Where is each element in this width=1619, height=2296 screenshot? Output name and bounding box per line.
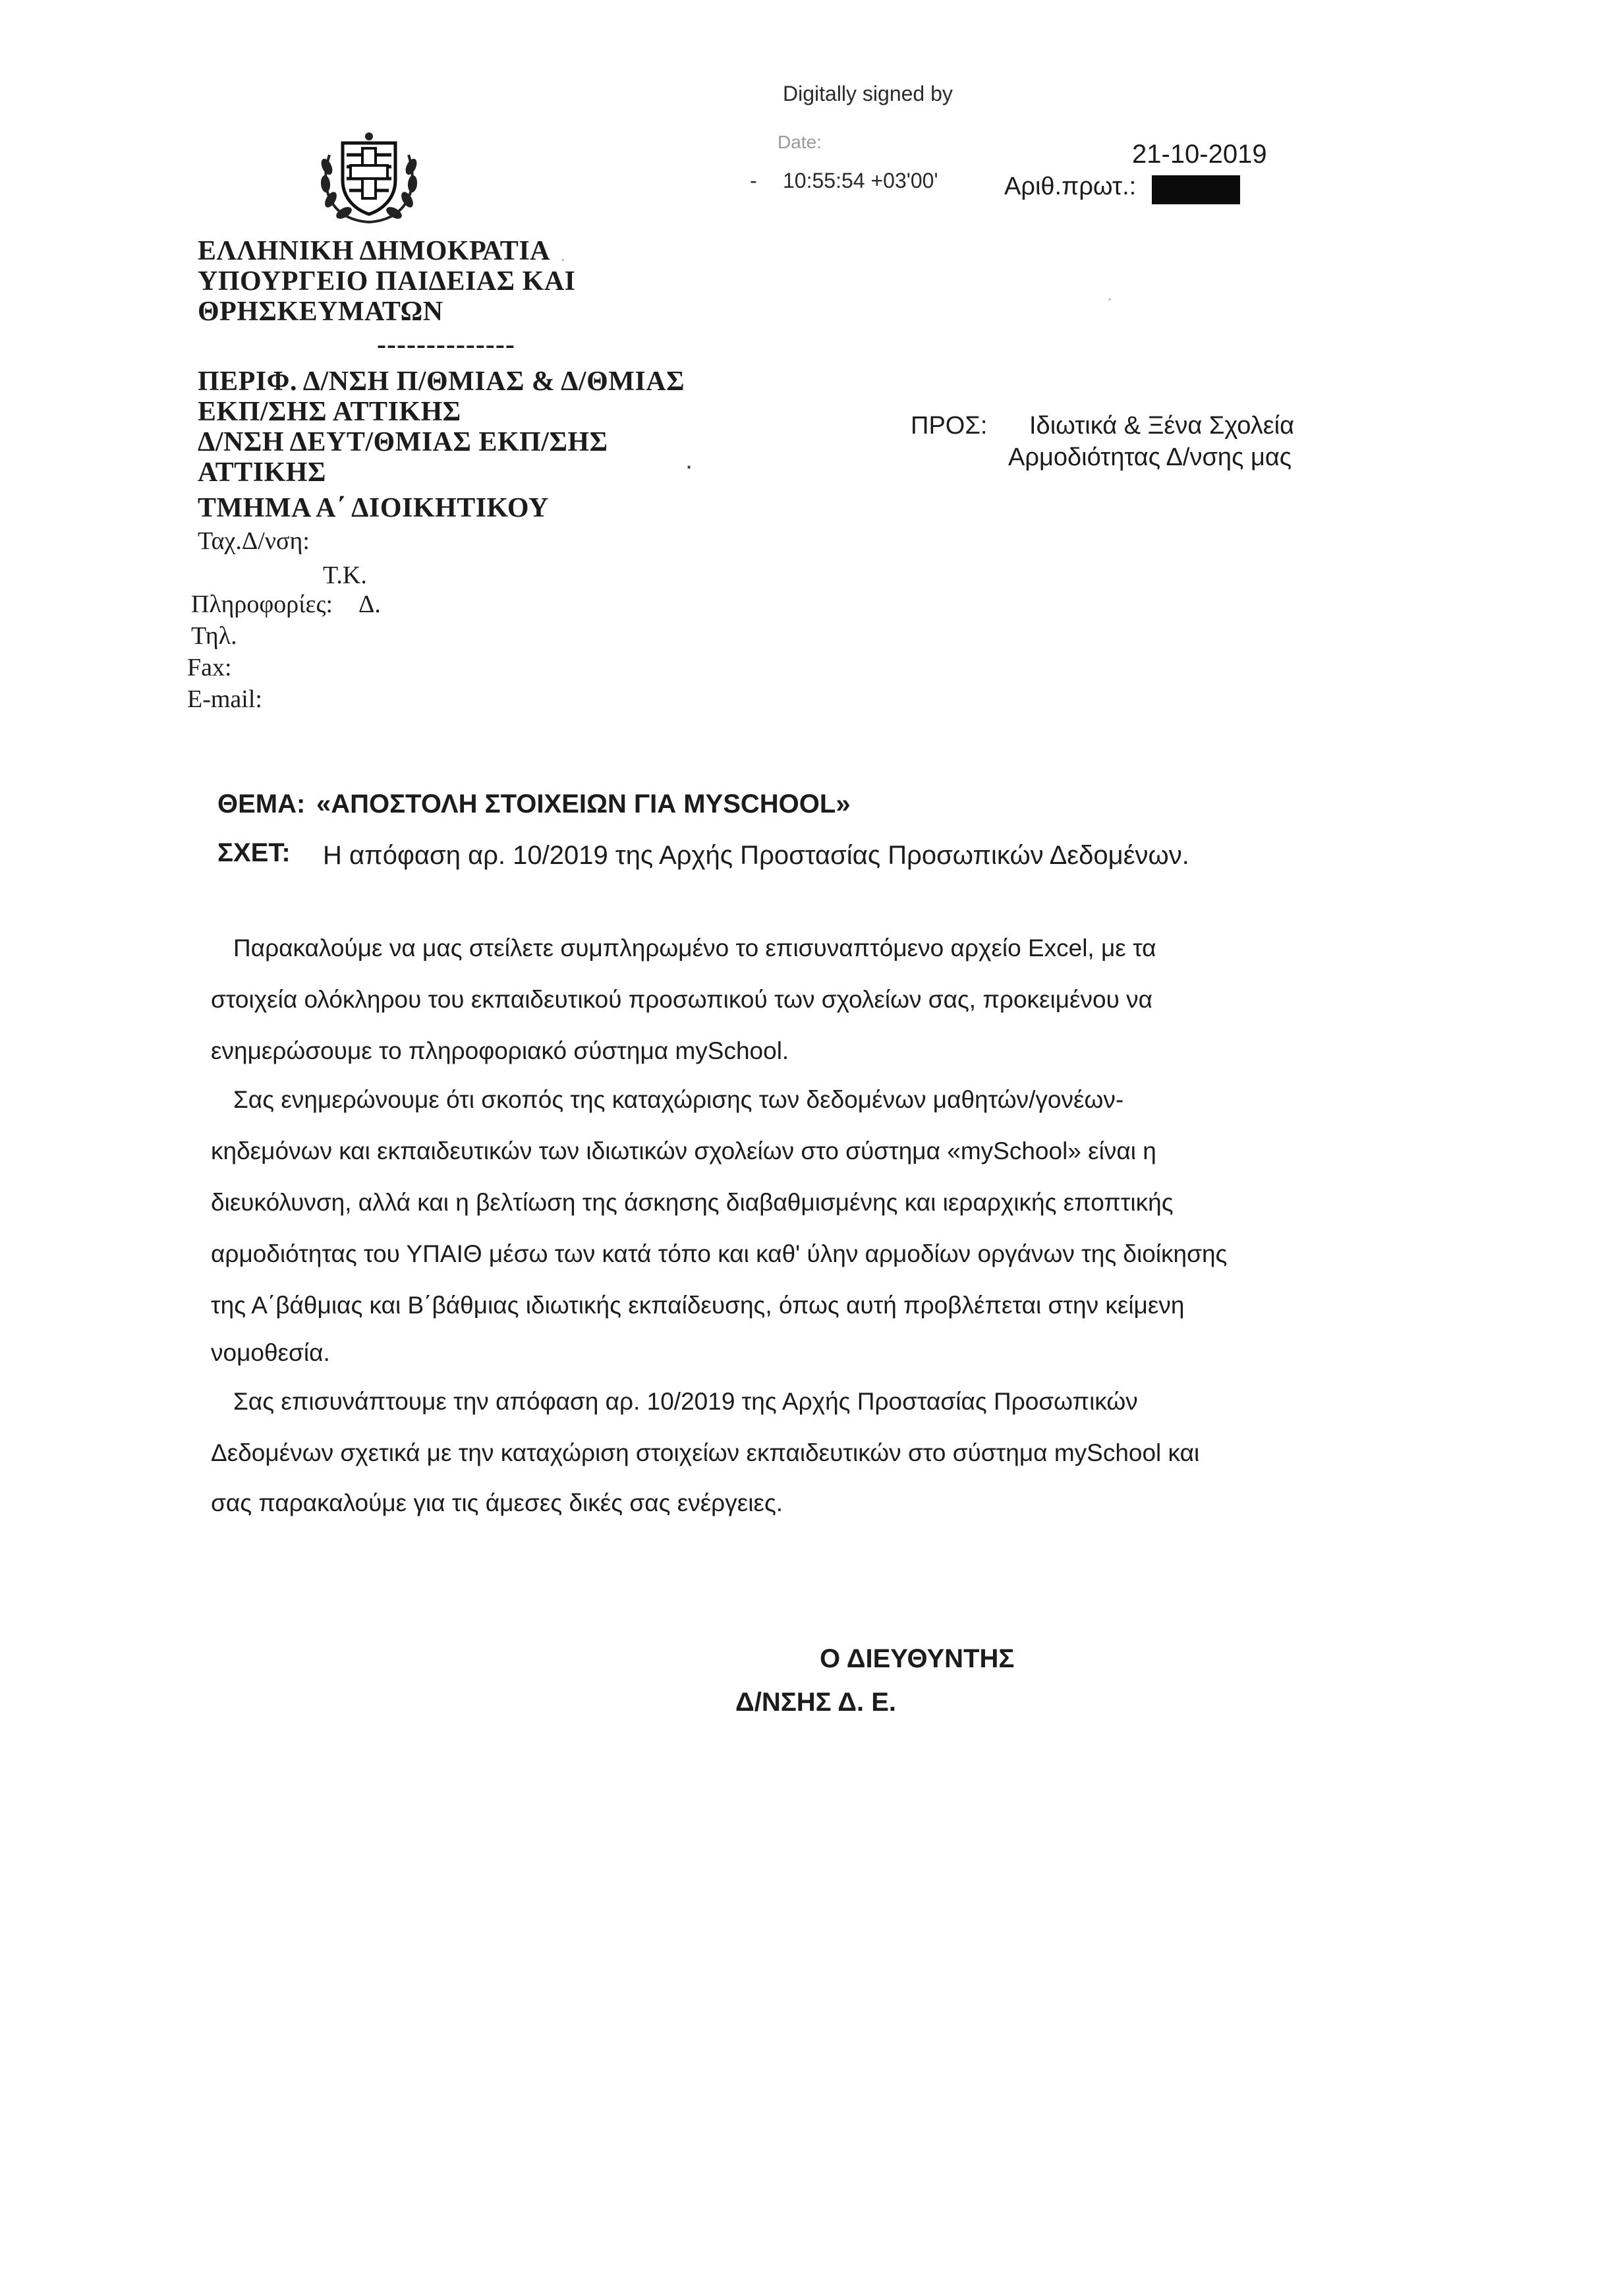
- info-label: Πληροφορίες:: [191, 590, 333, 618]
- signature-time: 10:55:54 +03'00': [783, 169, 938, 192]
- scan-speck: .: [1107, 283, 1113, 305]
- reference-label: ΣΧΕΤ:: [217, 838, 291, 867]
- body-p1-line1: Παρακαλούμε να μας στείλετε συμπληρωμένο το επισυναπτόμενο αρχείο Excel, με τα: [233, 934, 1156, 961]
- body-p3-line3: σας παρακαλούμε για τις άμεσες δικές σας ενέργειες.: [211, 1489, 783, 1516]
- protocol-number-redaction: [1152, 175, 1240, 204]
- body-p2-line1: Σας ενημερώνουμε ότι σκοπός της καταχώρισης των δεδομένων μαθητών/γονέων-: [233, 1086, 1124, 1113]
- header-ministry-line2: ΘΡΗΣΚΕΥΜΑΤΩΝ: [198, 297, 443, 327]
- header-regional-line1: ΠΕΡΙΦ. Δ/ΝΣΗ Π/ΘΜΙΑΣ & Δ/ΘΜΙΑΣ: [198, 366, 685, 397]
- body-p3-line1: Σας επισυνάπτουμε την απόφαση αρ. 10/2019 της Αρχής Προστασίας Προσωπικών: [233, 1388, 1138, 1415]
- info-value: Δ.: [358, 590, 381, 618]
- subject-label: ΘΕΜΑ:: [217, 789, 306, 818]
- scan-speck: .: [560, 244, 566, 266]
- signature-dash: -: [750, 169, 757, 192]
- email-label: E-mail:: [187, 685, 262, 713]
- body-p2-line2: κηδεμόνων και εκπαιδευτικών των ιδιωτικών σχολείων στο σύστημα «mySchool» είναι η: [211, 1137, 1156, 1164]
- recipient-label: ΠΡΟΣ:: [911, 412, 988, 440]
- signoff-office: Δ/ΝΣΗΣ Δ. Ε.: [735, 1688, 897, 1717]
- document-date: 21-10-2019: [1132, 140, 1267, 169]
- subject-text: «ΑΠΟΣΤΟΛΗ ΣΤΟΙΧΕΙΩΝ ΓΙΑ MYSCHOOL»: [316, 789, 851, 818]
- header-republic: ΕΛΛΗΝΙΚΗ ΔΗΜΟΚΡΑΤΙΑ: [198, 236, 550, 266]
- body-p2-line4: αρμοδιότητας του ΥΠΑΙΘ μέσω των κατά τόπο και καθ' ύλην αρμοδίων οργάνων της διοίκησης: [211, 1240, 1228, 1267]
- phone-label: Τηλ.: [191, 622, 237, 650]
- body-p3-line2: Δεδομένων σχετικά με την καταχώριση στοιχείων εκπαιδευτικών στο σύστημα mySchool και: [211, 1439, 1200, 1466]
- signoff-title: Ο ΔΙΕΥΘΥΝΤΗΣ: [820, 1644, 1015, 1673]
- protocol-label: Αριθ.πρωτ.:: [1004, 173, 1137, 200]
- greek-republic-emblem-icon: [310, 129, 428, 227]
- body-p2-line6: νομοθεσία.: [211, 1339, 330, 1366]
- fax-label: Fax:: [187, 654, 232, 681]
- signature-date-label: Date:: [778, 132, 822, 152]
- header-ministry-line1: ΥΠΟΥΡΓΕΙΟ ΠΑΙΔΕΙΑΣ ΚΑΙ: [198, 266, 576, 297]
- scan-speck: .: [685, 445, 693, 474]
- recipient-line2: Αρμοδιότητας Δ/νσης μας: [1008, 444, 1292, 471]
- reference-text: Η απόφαση αρ. 10/2019 της Αρχής Προστασίας Προσωπικών Δεδομένων.: [323, 841, 1189, 870]
- body-p2-line3: διευκόλυνση, αλλά και η βελτίωση της άσκησης διαβαθμισμένης και ιεραρχικής εποπτικής: [211, 1189, 1174, 1216]
- body-p1-line3: ενημερώσουμε το πληροφοριακό σύστημα mySchool.: [211, 1037, 789, 1064]
- header-directorate-line1: Δ/ΝΣΗ ΔΕΥΤ/ΘΜΙΑΣ ΕΚΠ/ΣΗΣ: [198, 427, 608, 457]
- header-divider: --------------: [377, 330, 515, 360]
- header-regional-line2: ΕΚΠ/ΣΗΣ ΑΤΤΙΚΗΣ: [198, 397, 461, 427]
- header-department: ΤΜΗΜΑ Α΄ ΔΙΟΙΚΗΤΙΚΟΥ: [198, 493, 549, 523]
- header-directorate-line2: ΑΤΤΙΚΗΣ: [198, 457, 326, 488]
- signature-signed-by: Digitally signed by: [783, 82, 953, 105]
- postcode-label: Τ.Κ.: [323, 561, 367, 589]
- body-p2-line5: της Α΄βάθμιας και Β΄βάθμιας ιδιωτικής εκπαίδευσης, όπως αυτή προβλέπεται στην κείμενη: [211, 1292, 1185, 1319]
- body-p1-line2: στοιχεία ολόκληρου του εκπαιδευτικού προσωπικού των σχολείων σας, προκειμένου να: [211, 986, 1153, 1013]
- recipient-line1: Ιδιωτικά & Ξένα Σχολεία: [1029, 412, 1295, 440]
- address-label: Ταχ.Δ/νση:: [198, 527, 310, 555]
